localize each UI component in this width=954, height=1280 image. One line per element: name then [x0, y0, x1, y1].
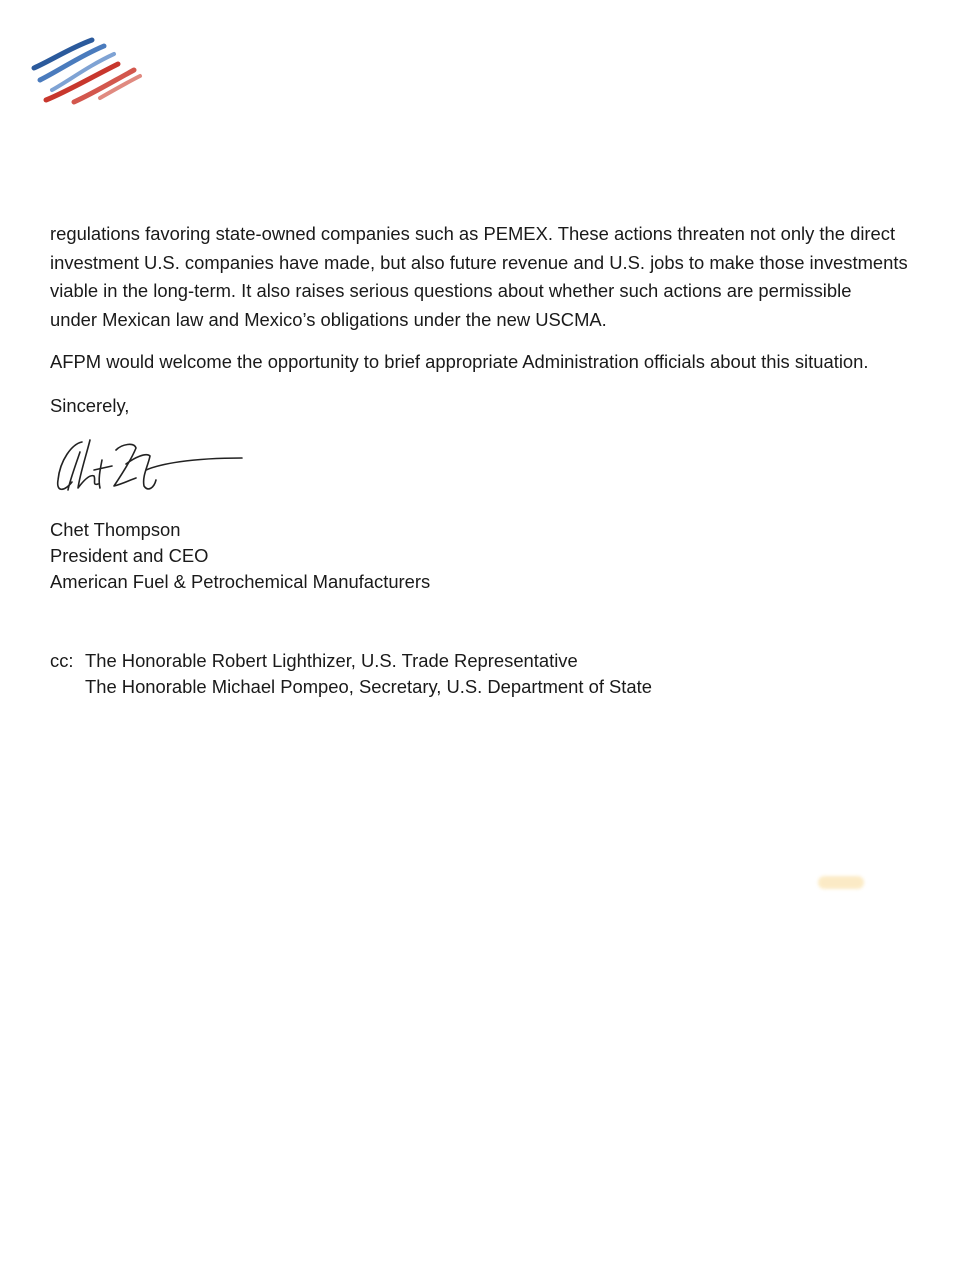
cc-recipient-list: [85, 648, 652, 700]
cc-recipient: The Honorable Michael Pompeo, Secretary, U.S. Department of State: [85, 676, 652, 697]
cc-block: [50, 648, 652, 700]
signer-organization: American Fuel & Petrochemical Manufacturers: [50, 571, 431, 592]
body-paragraph-2: AFPM would welcome the opportunity to brief appropriate Administration officials about this situation.: [50, 351, 869, 372]
closing-salutation: Sincerely,: [50, 394, 130, 416]
signer-title: President and CEO: [50, 545, 209, 566]
body-paragraph-1: regulations favoring state-owned companies such as PEMEX. These actions threaten not only the direct investment U.S. companies have made, but also future revenue and U.S. jobs to make those investments viable in the long-term. It also raises serious questions about whether such actions are permissible under Mexican law and Mexico’s obligations under the new USCMA.: [50, 223, 908, 330]
signer-block: [50, 517, 430, 595]
cc-label: cc:: [50, 650, 74, 671]
handwritten-signature: [50, 430, 250, 500]
afpm-logo: [22, 30, 152, 110]
signer-name: Chet Thompson: [50, 519, 181, 540]
cc-recipient: The Honorable Robert Lighthizer, U.S. Trade Representative: [85, 650, 578, 671]
letter-body: [50, 220, 950, 420]
highlight-smudge: [818, 876, 864, 889]
